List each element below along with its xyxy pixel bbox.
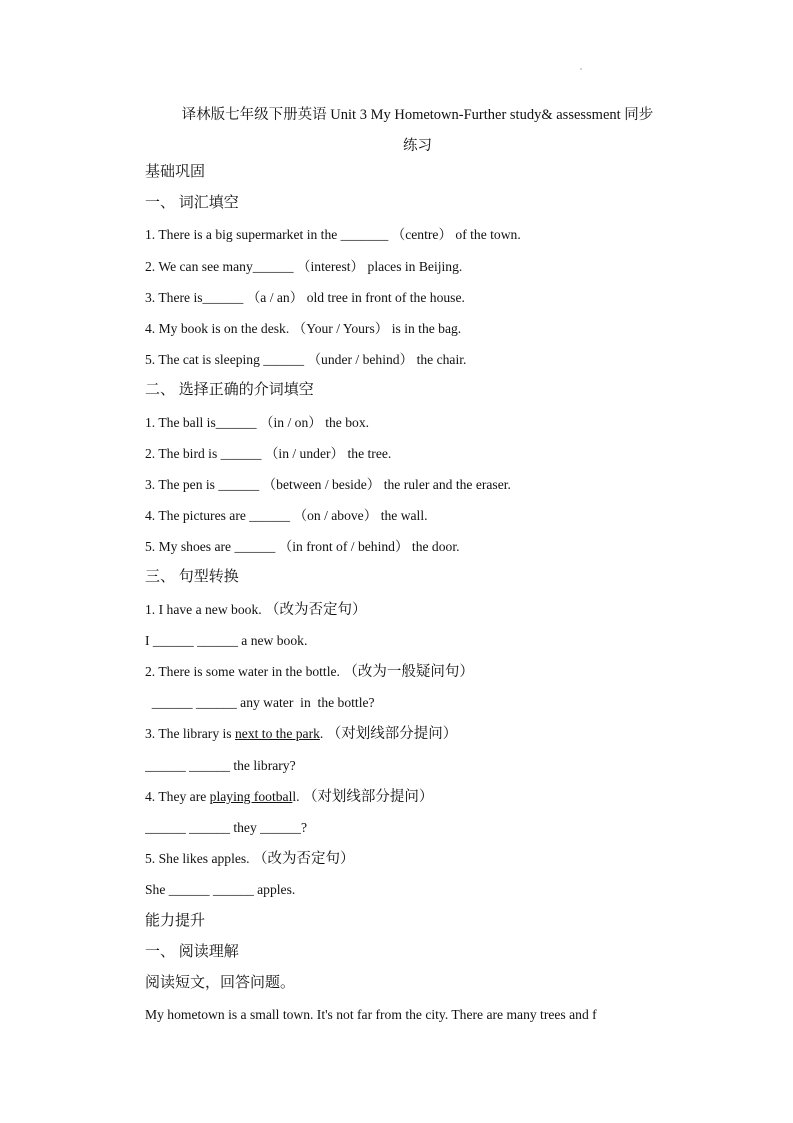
q4-text-end: l. <box>292 788 303 804</box>
q4-instruction: （对划线部分提问） <box>302 788 434 805</box>
part2-item-4: 4. The pictures are ______ （on / above） the wall. <box>145 508 428 524</box>
part3-question-4 <box>145 781 685 812</box>
q5-text: 5. She likes apples. <box>145 851 253 867</box>
part3-answer-4: ______ ______ they ______? <box>145 819 307 835</box>
reading-instruction: 阅读短文，回答问题。 <box>145 974 296 991</box>
part1-heading: 一、 词汇填空 <box>145 195 239 212</box>
q3-instruction: （对划线部分提问） <box>326 726 458 743</box>
part1-item-2: 2. We can see many______ （interest） places in Beijing. <box>145 258 463 274</box>
section-basic-heading: 基础巩固 <box>145 164 206 180</box>
part3-answer-3: ______ ______ the library? <box>145 757 296 773</box>
q3-text-start: 3. The library is <box>145 726 235 742</box>
part2-item-3: 3. The pen is ______ （between / beside） the ruler and the eraser. <box>145 476 511 492</box>
q5-instruction: （改为否定句） <box>252 851 355 868</box>
scan-speck <box>580 68 582 70</box>
part3-heading: 三、 句型转换 <box>145 569 239 586</box>
worksheet-title <box>145 100 690 162</box>
part3-answer-2: ______ ______ any water in the bottle? <box>145 695 375 711</box>
q2-text: 2. There is some water in the bottle. <box>145 664 344 679</box>
part3-question-1 <box>145 594 685 625</box>
part3-question-3 <box>145 718 685 749</box>
part3-answer-5: She ______ ______ apples. <box>145 882 296 898</box>
part1-item-5: 5. The cat is sleeping ______ （under / behind） the chair. <box>145 352 467 368</box>
part1-item-1: 1. There is a big supermarket in the _______ （centre） of the town. <box>145 227 521 243</box>
q2-instruction: （改为一般疑问句） <box>343 664 474 680</box>
part2-item-2: 2. The bird is ______ （in / under） the tree. <box>145 445 392 461</box>
q4-underlined-phrase: playing footbal <box>209 788 293 804</box>
title-line-2: 练习 <box>403 138 432 154</box>
q3-underlined-phrase: next to the park <box>234 726 320 742</box>
part1-item-4: 4. My book is on the desk. （Your / Yours） is in the bag. <box>145 320 462 336</box>
q3-text-end: . <box>319 726 327 742</box>
part2-item-1: 1. The ball is______ （in / on） the box. <box>145 414 370 430</box>
section-ability-heading: 能力提升 <box>145 912 206 929</box>
reading-heading: 一、 阅读理解 <box>145 943 239 960</box>
part2-heading: 二、 选择正确的介词填空 <box>145 382 314 399</box>
reading-passage: My hometown is a small town. It's not far from the city. There are many trees and f <box>145 1007 597 1023</box>
part3-question-5 <box>145 843 685 874</box>
part2-item-5: 5. My shoes are ______ （in front of / behind） the door. <box>145 539 460 555</box>
part3-answer-1: I ______ ______ a new book. <box>145 632 308 648</box>
worksheet-body <box>145 157 685 1030</box>
q1-instruction: （改为否定句） <box>265 601 367 618</box>
q4-text-start: 4. They are <box>145 788 210 804</box>
part1-item-3: 3. There is______ （a / an） old tree in front of the house. <box>145 289 465 305</box>
title-line-1: 译林版七年级下册英语 Unit 3 My Hometown-Further study& assessment 同步 <box>181 107 654 123</box>
q1-text: 1. I have a new book. <box>145 601 266 617</box>
part3-question-2 <box>145 656 685 687</box>
